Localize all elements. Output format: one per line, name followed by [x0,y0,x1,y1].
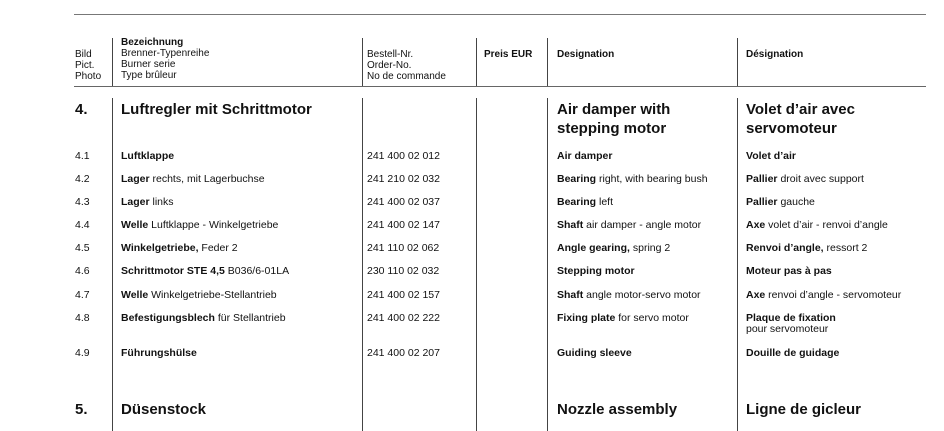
row-desc-fr [746,348,839,359]
row-number-text: 4.1 [75,150,90,162]
row-desc-de-bold: Lager [121,173,150,185]
section-title-fr: Ligne de gicleur [746,401,862,418]
row-desc-en-bold: Bearing [557,196,597,208]
row-desc-en-bold: Shaft [557,289,584,301]
row-order-no-text: 241 400 02 157 [367,289,440,301]
row-desc-fr-bold: Plaque de fixation [746,312,836,324]
row-desc-de [121,290,277,301]
header-rule [74,86,926,87]
row-desc-de-bold: Führungshülse [121,347,197,359]
row-number-text: 4.2 [75,173,90,185]
col-divider [547,38,548,86]
top-rule [74,14,926,15]
row-desc-en-bold: Stepping motor [557,265,635,277]
row-desc-de [121,151,174,162]
row-desc-en-text: left [596,196,614,208]
row-desc-de [121,348,197,359]
row-desc-fr [746,197,815,208]
row-desc-fr-bold: Volet d’air [746,150,796,162]
row-order-no [367,174,440,185]
row-desc-fr-bold: Pallier [746,196,778,208]
row-order-no-text: 241 400 02 012 [367,150,440,162]
row-number [75,220,90,231]
row-desc-en [557,313,689,324]
row-desc-de [121,313,286,324]
row-desc-fr-bold: Douille de guidage [746,347,840,359]
row-desc-fr [746,243,867,254]
row-desc-fr [746,174,864,185]
row-desc-fr [746,290,901,301]
row-order-no-text: 230 110 02 032 [367,265,440,277]
row-desc-fr-bold: Axe [746,219,766,231]
col-divider [362,98,363,431]
row-desc-fr-text: renvoi d’angle - servomoteur [765,289,902,301]
row-desc-en [557,197,613,208]
row-desc-fr-bold: Axe [746,289,766,301]
row-desc-en-bold: Angle gearing, [557,242,630,254]
row-desc-en [557,174,708,185]
section-title-de: Luftregler mit Schrittmotor [121,101,312,118]
row-desc-en-bold: Shaft [557,219,584,231]
row-desc-en-text: right, with bearing bush [596,173,708,185]
header-bezeichnung: Bezeichnung Brenner-Typenreihe Burner serie Type brûleur [121,37,210,81]
row-order-no [367,151,440,162]
header-designation-fr: Désignation [746,49,804,60]
row-order-no-text: 241 110 02 062 [367,242,440,254]
row-order-no [367,243,439,254]
row-desc-de-bold: Lager [121,196,150,208]
row-desc-de-bold: Welle [121,289,149,301]
row-desc-en-bold: Air damper [557,150,613,162]
row-desc-de-text: für Stellantrieb [214,312,286,324]
section-title-en: Nozzle assembly [557,401,678,418]
row-desc-de [121,266,289,277]
row-number-text: 4.6 [75,265,90,277]
row-order-no-text: 241 400 02 037 [367,196,440,208]
row-number [75,348,90,359]
col-divider [112,98,113,431]
row-desc-en [557,348,632,359]
row-desc-de-bold: Luftklappe [121,150,175,162]
col-divider [737,38,738,86]
section-title-en: Air damper with stepping motor [557,101,671,137]
row-desc-fr [746,266,832,277]
row-desc-en-bold: Fixing plate [557,312,616,324]
row-number-text: 4.7 [75,289,90,301]
row-desc-de-text: links [149,196,174,208]
row-desc-de-bold: Schrittmotor STE 4,5 [121,265,225,277]
row-number [75,174,90,185]
row-desc-en-bold: Guiding sleeve [557,347,632,359]
row-desc-fr-bold: Moteur pas à pas [746,265,832,277]
row-desc-en [557,220,701,231]
row-order-no-text: 241 210 02 032 [367,173,440,185]
row-desc-de [121,174,265,185]
row-order-no [367,266,439,277]
col-divider [476,98,477,431]
row-number [75,313,90,324]
row-desc-en-text: spring 2 [629,242,671,254]
col-divider [362,38,363,86]
row-order-no [367,348,440,359]
row-desc-fr [746,220,888,231]
row-desc-en-text: air damper - angle motor [583,219,702,231]
row-desc-de-text: rechts, mit Lagerbuchse [149,173,265,185]
row-order-no [367,197,440,208]
row-desc-de-text: Feder 2 [198,242,238,254]
row-desc-fr-text: gauche [777,196,815,208]
row-order-no [367,220,440,231]
section-number: 4. [75,101,88,118]
row-desc-fr [746,151,796,162]
row-order-no-text: 241 400 02 207 [367,347,440,359]
row-desc-en-text: angle motor-servo motor [583,289,701,301]
row-desc-de-text: B036/6-01LA [224,265,290,277]
row-number [75,197,90,208]
row-desc-de-bold: Welle [121,219,149,231]
row-desc-fr [746,313,836,335]
row-number [75,266,90,277]
row-desc-de-text: Winkelgetriebe-Stellantrieb [148,289,277,301]
row-desc-en [557,151,612,162]
row-desc-en-bold: Bearing [557,173,597,185]
row-desc-en [557,290,701,301]
header-bestell-nr: Bestell-Nr. Order-No. No de commande [367,49,446,82]
row-desc-en [557,243,670,254]
header-bild: Bild Pict. Photo [75,49,102,82]
row-desc-de-text: Luftklappe - Winkelgetriebe [148,219,279,231]
section-number: 5. [75,401,88,418]
col-divider [737,98,738,431]
row-desc-de [121,197,174,208]
row-desc-de-bold: Winkelgetriebe, [121,242,199,254]
row-number-text: 4.4 [75,219,90,231]
row-desc-de [121,220,278,231]
row-desc-fr-text: volet d’air - renvoi d’angle [765,219,888,231]
row-number-text: 4.5 [75,242,90,254]
row-order-no [367,290,440,301]
col-divider [476,38,477,86]
row-number [75,290,90,301]
header-preis: Preis EUR [484,49,533,60]
row-desc-fr-text: droit avec support [777,173,864,185]
row-number-text: 4.8 [75,312,90,324]
row-desc-fr-bold: Renvoi d’angle, [746,242,824,254]
row-number [75,243,90,254]
row-desc-fr-bold: Pallier [746,173,778,185]
row-number-text: 4.3 [75,196,90,208]
row-order-no-text: 241 400 02 147 [367,219,440,231]
col-divider [547,98,548,431]
header-designation-en: Designation [557,49,615,60]
row-desc-fr-line2: pour servomoteur [746,323,829,335]
row-number [75,151,90,162]
row-desc-de-bold: Befestigungsblech [121,312,215,324]
row-order-no-text: 241 400 02 222 [367,312,440,324]
row-desc-de [121,243,238,254]
row-desc-en-text: for servo motor [615,312,689,324]
row-desc-en [557,266,635,277]
section-title-de: Düsenstock [121,401,207,418]
col-divider [112,38,113,86]
row-order-no [367,313,440,324]
section-title-fr: Volet d’air avec servomoteur [746,101,855,137]
row-desc-fr-text: ressort 2 [823,242,868,254]
row-number-text: 4.9 [75,347,90,359]
